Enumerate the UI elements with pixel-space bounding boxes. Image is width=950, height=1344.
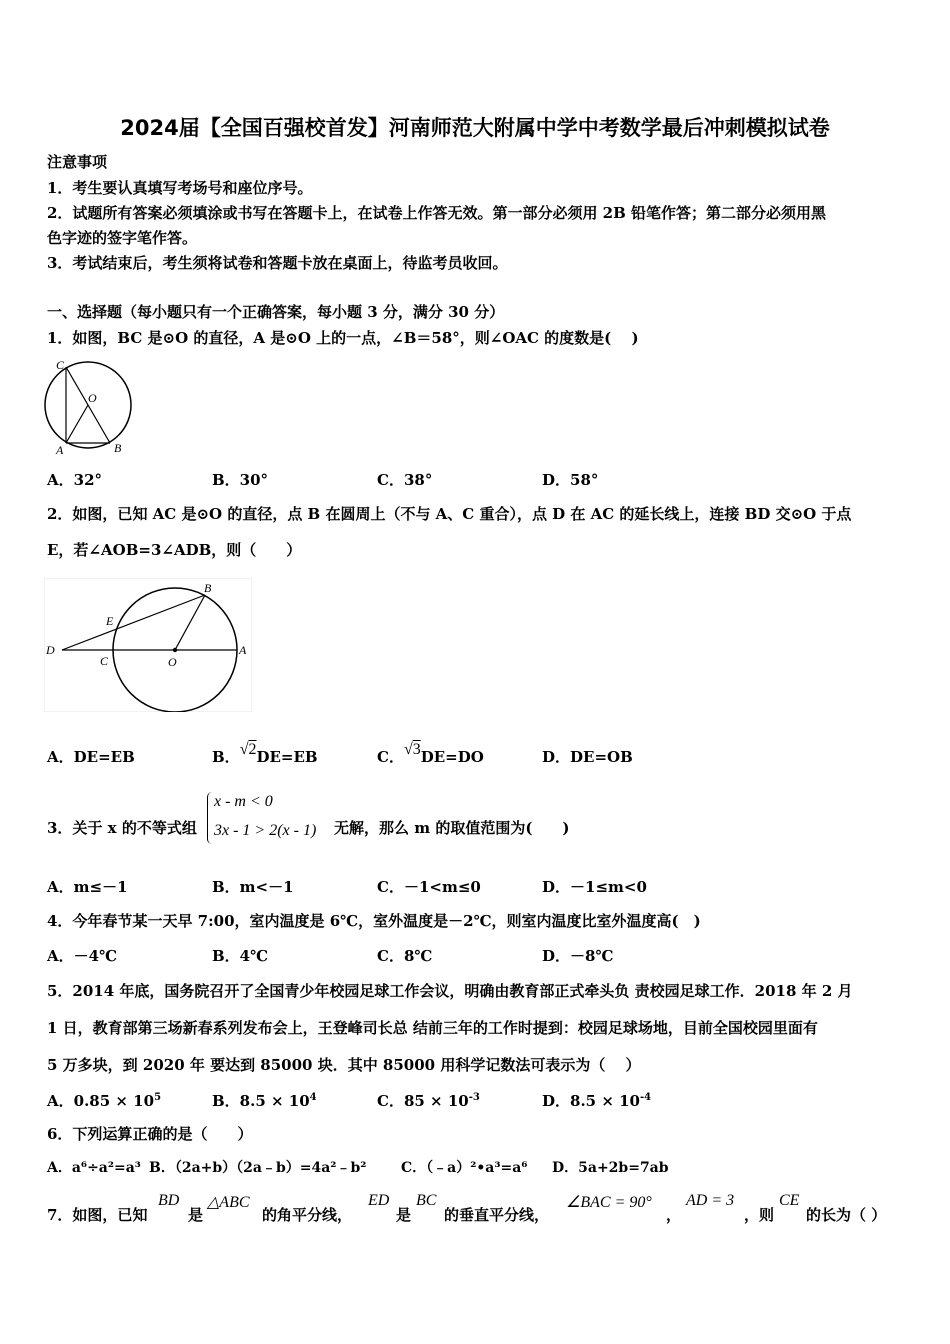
question-1-text: 1．如图，BC 是⊙O 的直径，A 是⊙O 上的一点，∠B＝58°，则∠OAC 的度数是( )	[47, 329, 639, 347]
question-7-part-4: 是	[396, 1206, 412, 1224]
question-7-part-7: ，则	[744, 1206, 775, 1224]
sqrt-3-radicand: 3	[412, 741, 421, 758]
math-ad: AD = 3	[686, 1192, 735, 1209]
label-e: E	[106, 614, 114, 628]
math-bc: BC	[416, 1192, 437, 1209]
q1-option-b: B．30°	[212, 471, 269, 489]
label-b: B	[114, 441, 122, 455]
q5-option-a-exponent: 5	[154, 1092, 162, 1103]
math-ce: CE	[779, 1192, 800, 1209]
label-b: B	[204, 581, 212, 595]
q4-option-d: D．－8℃	[542, 947, 614, 965]
system-line-1: x - m < 0	[214, 793, 273, 810]
question-6-text: 6．下列运算正确的是（ ）	[47, 1125, 253, 1143]
question-5-line-2: 1 日，教育部第三场新春系列发布会上，王登峰司长总 结前三年的工作时提到：校园足球场地，目前全国校园里面有	[47, 1019, 818, 1037]
question-7-part-5: 的垂直平分线，	[444, 1206, 550, 1224]
sqrt-icon: √2	[239, 741, 257, 758]
q5-option-a-base: A．0.85 × 10	[47, 1092, 155, 1110]
q5-option-c-exponent: -3	[468, 1092, 480, 1103]
q3-option-b: B．m<－1	[212, 878, 294, 896]
q2-option-c	[377, 741, 484, 767]
question-3-prefix: 3．关于 x 的不等式组	[47, 819, 197, 837]
q2-option-d: D．DE=OB	[542, 748, 633, 766]
q3-option-c: C．－1<m≤0	[377, 878, 481, 896]
label-a: A	[56, 443, 64, 456]
q2-option-a: A．DE=EB	[47, 748, 135, 766]
question-7-part-2: 是	[188, 1206, 204, 1224]
label-o: O	[88, 391, 97, 405]
q1-option-c: C．38°	[377, 471, 433, 489]
question-7-part-6: ，	[666, 1206, 682, 1224]
question-1-figure	[42, 356, 138, 456]
q4-option-c: C．8℃	[377, 947, 433, 965]
math-bd: BD	[158, 1192, 180, 1209]
question-4-text: 4．今年春节某一天早 7:00，室内温度是 6℃，室外温度是－2℃，则室内温度比室外温度高( )	[47, 912, 701, 930]
q5-option-c	[377, 1090, 480, 1111]
question-7-part-8: 的长为（ ）	[806, 1206, 887, 1224]
q2-option-b-label: B．	[212, 748, 240, 766]
notice-item-2a: 2．试题所有答案必须填涂或书写在答题卡上，在试卷上作答无效。第一部分必须用 2B 铅笔作答；第二部分必须用黑	[47, 204, 827, 222]
math-triangle-abc: △ABC	[207, 1194, 250, 1211]
question-2-line-1: 2．如图，已知 AC 是⊙O 的直径，点 B 在圆周上（不与 A、C 重合），点 D 在 AC 的延长线上，连接 BD 交⊙O 于点	[47, 505, 852, 523]
label-c: C	[56, 358, 65, 372]
q3-option-d: D．－1≤m<0	[542, 878, 647, 896]
label-a: A	[239, 643, 247, 657]
math-angle-bac: ∠BAC = 90°	[566, 1194, 652, 1211]
question-2-figure	[44, 578, 252, 712]
system-line-2: 3x - 1 > 2(x - 1)	[214, 822, 317, 839]
question-5-line-3: 5 万多块，到 2020 年 要达到 85000 块．其中 85000 用科学记数法可表示为（ ）	[47, 1056, 641, 1074]
q2-option-c-text: DE=DO	[420, 748, 484, 766]
q2-option-c-label: C．	[377, 748, 404, 766]
left-brace-icon	[207, 792, 212, 844]
question-2-line-2: E，若∠AOB=3∠ADB，则（ ）	[47, 541, 302, 559]
q4-option-b: B．4℃	[212, 947, 269, 965]
notice-heading: 注意事项	[47, 153, 108, 171]
q2-option-b	[212, 741, 318, 767]
radius-ob	[175, 595, 205, 650]
q5-option-b	[212, 1090, 317, 1111]
question-7-part-1: 7．如图，已知	[47, 1206, 148, 1224]
q6-option-d: D．5a+2b=7ab	[552, 1160, 669, 1176]
notice-item-1: 1．考生要认真填写考场号和座位序号。	[47, 179, 313, 197]
q5-option-a	[47, 1090, 161, 1111]
question-5-line-1: 5．2014 年底，国务院召开了全国青少年校园足球工作会议，明确由教育部正式牵头负 责校园足球工作．2018 年 2 月	[47, 982, 853, 1000]
exam-title: 2024届【全国百强校首发】河南师范大附属中学中考数学最后冲刺模拟试卷	[120, 116, 830, 140]
q3-option-a: A．m≤－1	[47, 878, 128, 896]
q5-option-d-base: D．8.5 × 10	[542, 1092, 640, 1110]
math-ed: ED	[368, 1192, 390, 1209]
center-dot	[173, 648, 177, 652]
notice-item-2b: 色字迹的签字笔作答。	[47, 229, 198, 247]
q1-option-a: A．32°	[47, 471, 103, 489]
q5-option-b-base: B．8.5 × 10	[212, 1092, 310, 1110]
notice-item-3: 3．考试结束后，考生须将试卷和答题卡放在桌面上，待监考员收回。	[47, 254, 508, 272]
q6-option-c: C．（﹣a）²•a³=a⁶	[401, 1160, 528, 1176]
q2-option-b-text: DE=EB	[256, 748, 318, 766]
label-c: C	[100, 654, 109, 668]
sqrt-icon: √3	[403, 741, 421, 758]
label-o: O	[168, 655, 177, 669]
label-d: D	[46, 643, 55, 657]
q5-option-d	[542, 1090, 651, 1111]
q4-option-a: A．－4℃	[47, 947, 118, 965]
segment-ao	[66, 405, 88, 443]
q5-option-d-exponent: -4	[640, 1092, 652, 1103]
section-heading: 一、选择题（每小题只有一个正确答案，每小题 3 分，满分 30 分）	[47, 303, 505, 321]
q6-option-b: B．（2a+b）（2a﹣b）=4a²﹣b²	[149, 1160, 367, 1176]
question-7-part-3: 的角平分线，	[262, 1206, 353, 1224]
question-3-suffix: 无解，那么 m 的取值范围为( )	[334, 819, 570, 837]
q5-option-c-base: C．85 × 10	[377, 1092, 469, 1110]
sqrt-2-radicand: 2	[248, 741, 257, 758]
q5-option-b-exponent: 4	[309, 1092, 317, 1103]
q1-option-d: D．58°	[542, 471, 599, 489]
q6-option-a: A．a⁶÷a²=a³	[47, 1160, 141, 1176]
